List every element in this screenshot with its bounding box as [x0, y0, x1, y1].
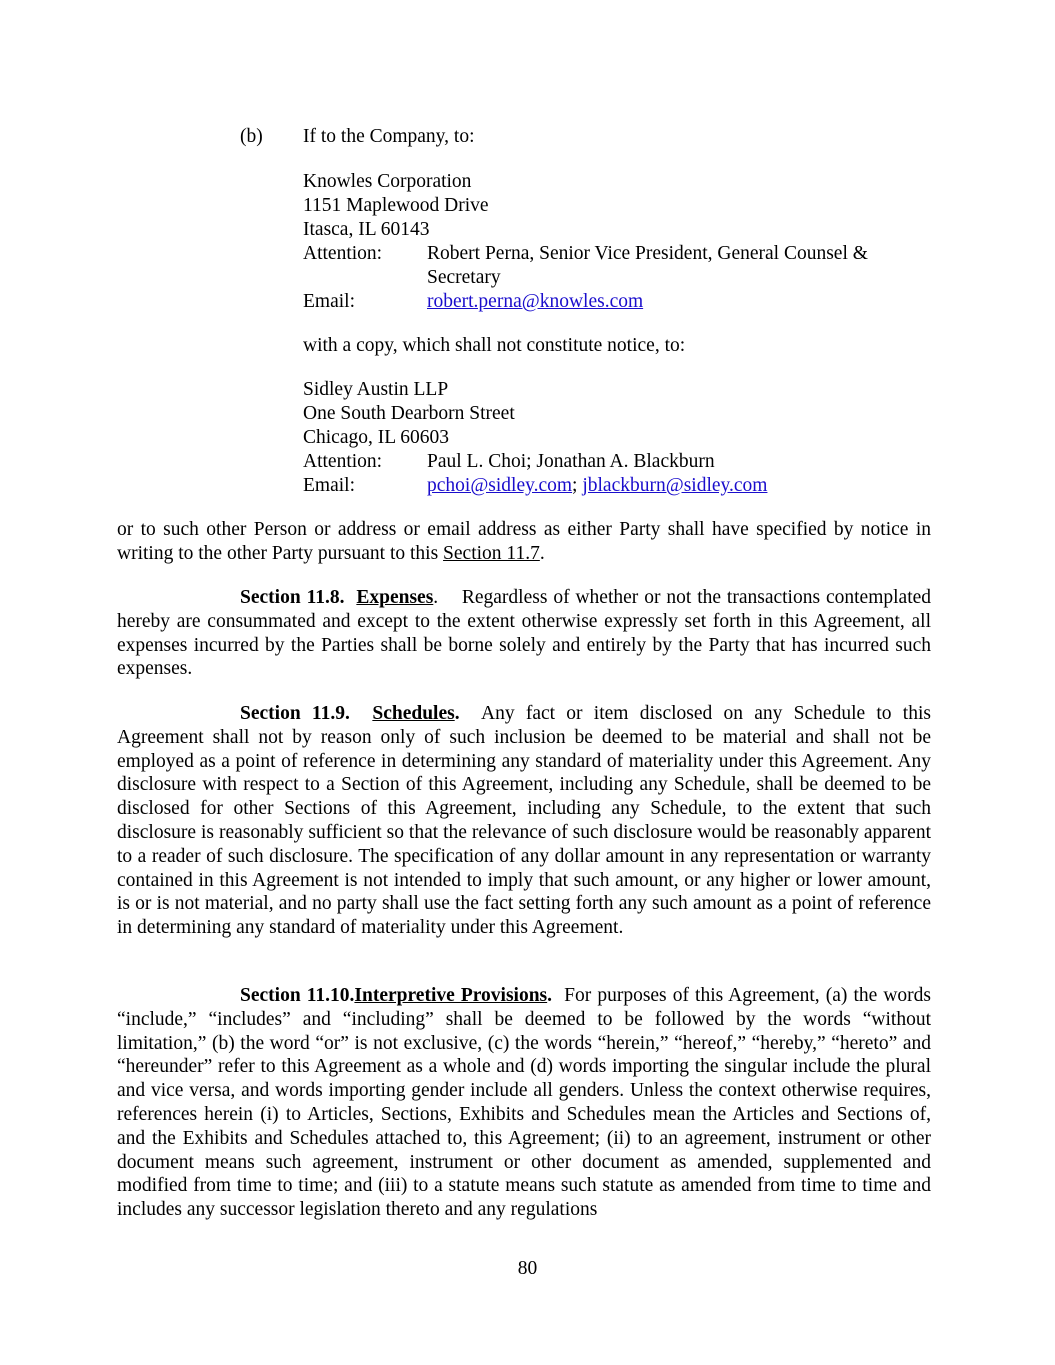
counsel-email-row — [427, 474, 767, 498]
section-number: Section 11.10. — [240, 985, 355, 1006]
counsel-email-label: Email: — [303, 475, 355, 496]
counsel-address-line-1: One South Dearborn Street — [303, 403, 515, 424]
section-title-end: . — [454, 703, 460, 724]
counsel-email-link-2[interactable]: jblackburn@sidley.com — [582, 475, 768, 496]
notice-intro: If to the Company, to: — [303, 126, 475, 147]
section-title: Expenses — [356, 587, 434, 608]
section-number: Section 11.9. — [240, 703, 350, 724]
closing-end: . — [539, 542, 545, 564]
company-attention-line-2: Secretary — [427, 267, 501, 288]
counsel-attention-label: Attention: — [303, 451, 383, 472]
counsel-attention: Paul L. Choi; Jonathan A. Blackburn — [427, 451, 715, 472]
section-11-9 — [117, 702, 931, 940]
list-marker: (b) — [240, 126, 263, 147]
section-number: Section 11.8. — [240, 587, 345, 608]
company-address-line-2: Itasca, IL 60143 — [303, 219, 430, 240]
section-title: Schedules — [372, 703, 455, 724]
section-title-end: . — [547, 985, 553, 1006]
notice-closing-paragraph — [117, 518, 931, 566]
section-title-end: . — [433, 587, 439, 608]
section-title: Interpretive Provisions — [354, 985, 548, 1006]
section-body: Regardless of whether or not the transactions contemplated hereby are consummated and except to the extent otherwise expressly set forth in this Agreement, all expenses incurred by the Parties shall be borne solely and entirely by the Party that has incurred such expenses. — [117, 587, 932, 680]
section-body: Any fact or item disclosed on any Schedule to this Agreement shall not by reason only of such inclusion be deemed to be material and shall not be employed as a point of reference in determining any standard of materiality under this Agreement. Any disclosure with respect to a Section of this Agreement, including any Schedule, shall be deemed to be disclosed for other Sections of this Agreement, including any Schedule, to the extent that such disclosure is reasonably sufficient so that the relevance of such disclosure would be reasonably apparent to a reader of such disclosure. The specification of any dollar amount in any representation or warranty contained in this Agreement is not intended to imply that such amount, or any higher or lower amount, is or is not material, and no party shall use the fact setting forth any such amount as a point of reference in determining any standard of materiality under this Agreement. — [117, 703, 931, 939]
section-11-10 — [117, 984, 931, 1222]
copy-intro: with a copy, which shall not constitute notice, to: — [303, 335, 686, 356]
closing-text: or to such other Person or address or email address as either Party shall have specified by notice in writing to the other Party pursuant to this — [117, 519, 931, 564]
page-number: 80 — [517, 1258, 538, 1279]
company-email-link[interactable]: robert.perna@knowles.com — [427, 291, 644, 312]
company-attention-line-1: Robert Perna, Senior Vice President, General Counsel & — [427, 243, 868, 264]
email-separator: ; — [572, 475, 578, 496]
counsel-email-link-1[interactable]: pchoi@sidley.com — [427, 475, 573, 496]
section-body: For purposes of this Agreement, (a) the words “include,” “includes” and “including” shall be deemed to be followed by the words “without limitation,” (b) the word “or” is not exclusive, (c) the words “herein,” “hereof,” “hereby,” “hereto” and “hereunder” refer to this Agreement as a whole and (d) words importing the singular include the plural and vice versa, and words importing gender include all genders. Unless the context otherwise requires, references herein (i) to Articles, Sections, Exhibits and Schedules mean the Articles and Sections of, and the Exhibits and Schedules attached to, this Agreement; (ii) to an agreement, instrument or other document means such agreement, instrument or other document as amended, supplemented and modified from time to time; and (iii) to a statute means such statute as amended from time to time and includes any successor legislation thereto and any regulations — [117, 985, 932, 1221]
company-name: Knowles Corporation — [303, 171, 472, 192]
company-attention-label: Attention: — [303, 243, 383, 264]
section-cross-reference: Section 11.7 — [443, 542, 540, 564]
counsel-address-line-2: Chicago, IL 60603 — [303, 427, 450, 448]
counsel-name: Sidley Austin LLP — [303, 379, 449, 400]
company-address-line-1: 1151 Maplewood Drive — [303, 195, 489, 216]
company-email-label: Email: — [303, 291, 355, 312]
section-11-8 — [117, 586, 931, 681]
